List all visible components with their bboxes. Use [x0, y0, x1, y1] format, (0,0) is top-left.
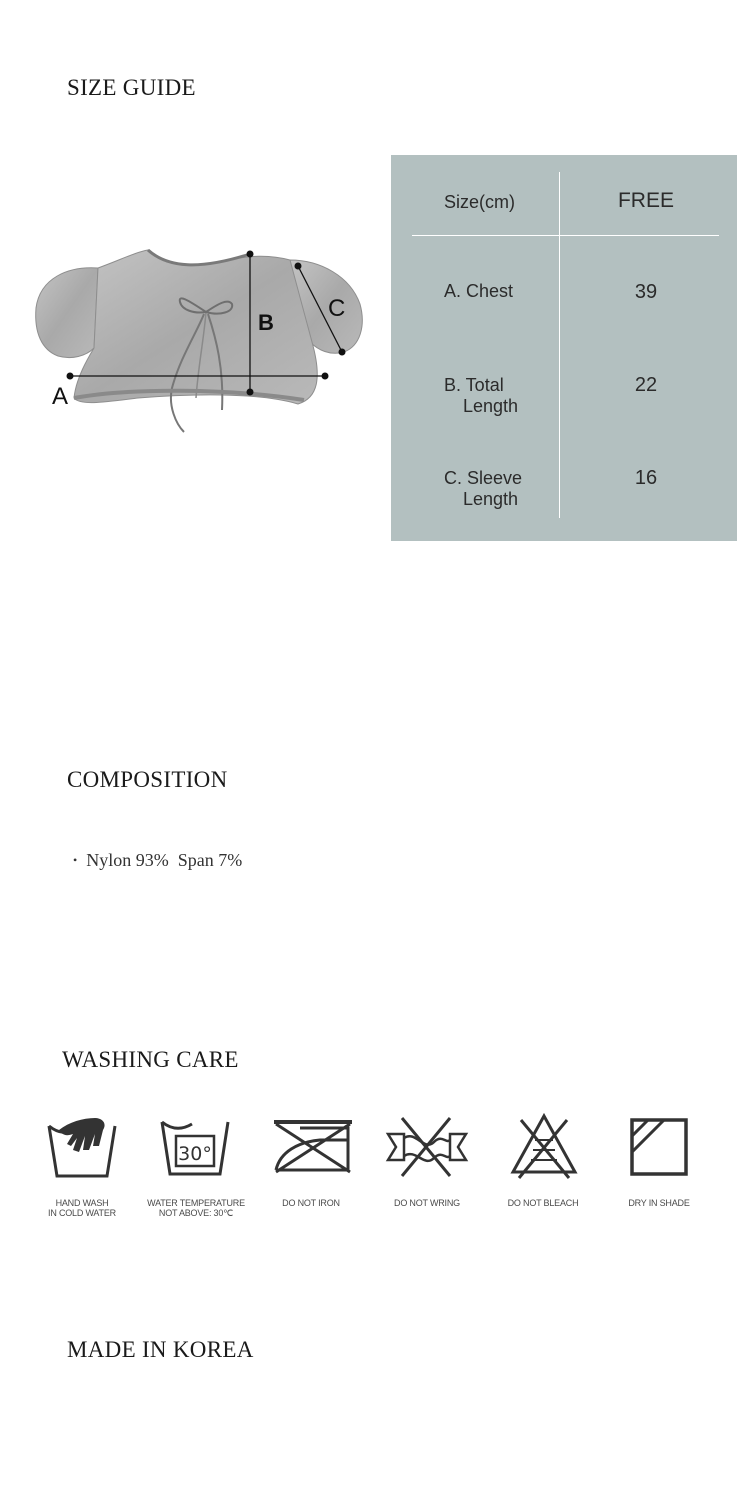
dry-in-shade-icon: [616, 1112, 706, 1184]
composition-item: [73, 850, 242, 871]
table-header-size: FREE: [617, 189, 674, 212]
table-row-value: 22: [634, 374, 658, 396]
made-in-title: MADE IN KOREA: [67, 1337, 254, 1362]
table-row-value: 16: [634, 467, 658, 489]
row-label-line1: A. Chest: [444, 281, 514, 301]
row-label-line1: C. Sleeve: [444, 468, 523, 488]
measure-label-c: C: [328, 295, 346, 322]
table-row-value: 39: [634, 281, 658, 303]
care-label: [24, 1198, 140, 1218]
care-label-line1: DO NOT WRING: [394, 1198, 460, 1208]
water-temperature-icon: [152, 1112, 242, 1184]
table-header-label: Size(cm): [444, 192, 515, 212]
care-label-line2: NOT ABOVE: 30℃: [158, 1208, 234, 1218]
bullet-icon: •: [73, 853, 78, 867]
table-divider-vertical: [559, 172, 560, 518]
care-label: [485, 1198, 601, 1208]
table-row-label: [444, 468, 554, 510]
care-label-line1: DRY IN SHADE: [628, 1198, 690, 1208]
composition-title: COMPOSITION: [67, 767, 228, 792]
do-not-wring-icon: [384, 1112, 474, 1184]
row-label-line2: Length: [463, 396, 519, 416]
hand-wash-icon: [37, 1112, 127, 1184]
bolero-top-icon: [28, 238, 373, 438]
size-table: [391, 155, 737, 541]
do-not-iron-icon: [270, 1112, 360, 1184]
temperature-symbol: 30°: [178, 1143, 212, 1165]
table-row-label: [444, 375, 554, 417]
do-not-bleach-icon: [499, 1112, 589, 1184]
washing-care-title: WASHING CARE: [62, 1047, 239, 1072]
garment-measurement-diagram: [28, 238, 373, 438]
table-row-label: [444, 281, 554, 302]
measure-label-a: A: [52, 383, 69, 410]
care-label-line1: HAND WASH: [55, 1198, 109, 1208]
care-label-line1: DO NOT BLEACH: [507, 1198, 579, 1208]
care-label: [369, 1198, 485, 1208]
care-label: [601, 1198, 717, 1208]
care-label: [138, 1198, 254, 1218]
care-label-line1: WATER TEMPERATURE: [147, 1198, 245, 1208]
care-label-line1: DO NOT IRON: [282, 1198, 340, 1208]
care-label: [253, 1198, 369, 1208]
composition-text: Nylon 93% Span 7%: [86, 850, 243, 870]
row-label-line2: Length: [463, 489, 519, 509]
row-label-line1: B. Total: [444, 375, 504, 395]
care-label-line2: IN COLD WATER: [48, 1208, 116, 1218]
size-guide-title: SIZE GUIDE: [67, 75, 196, 100]
table-divider-horizontal: [412, 235, 719, 236]
measure-label-b: B: [258, 310, 274, 335]
